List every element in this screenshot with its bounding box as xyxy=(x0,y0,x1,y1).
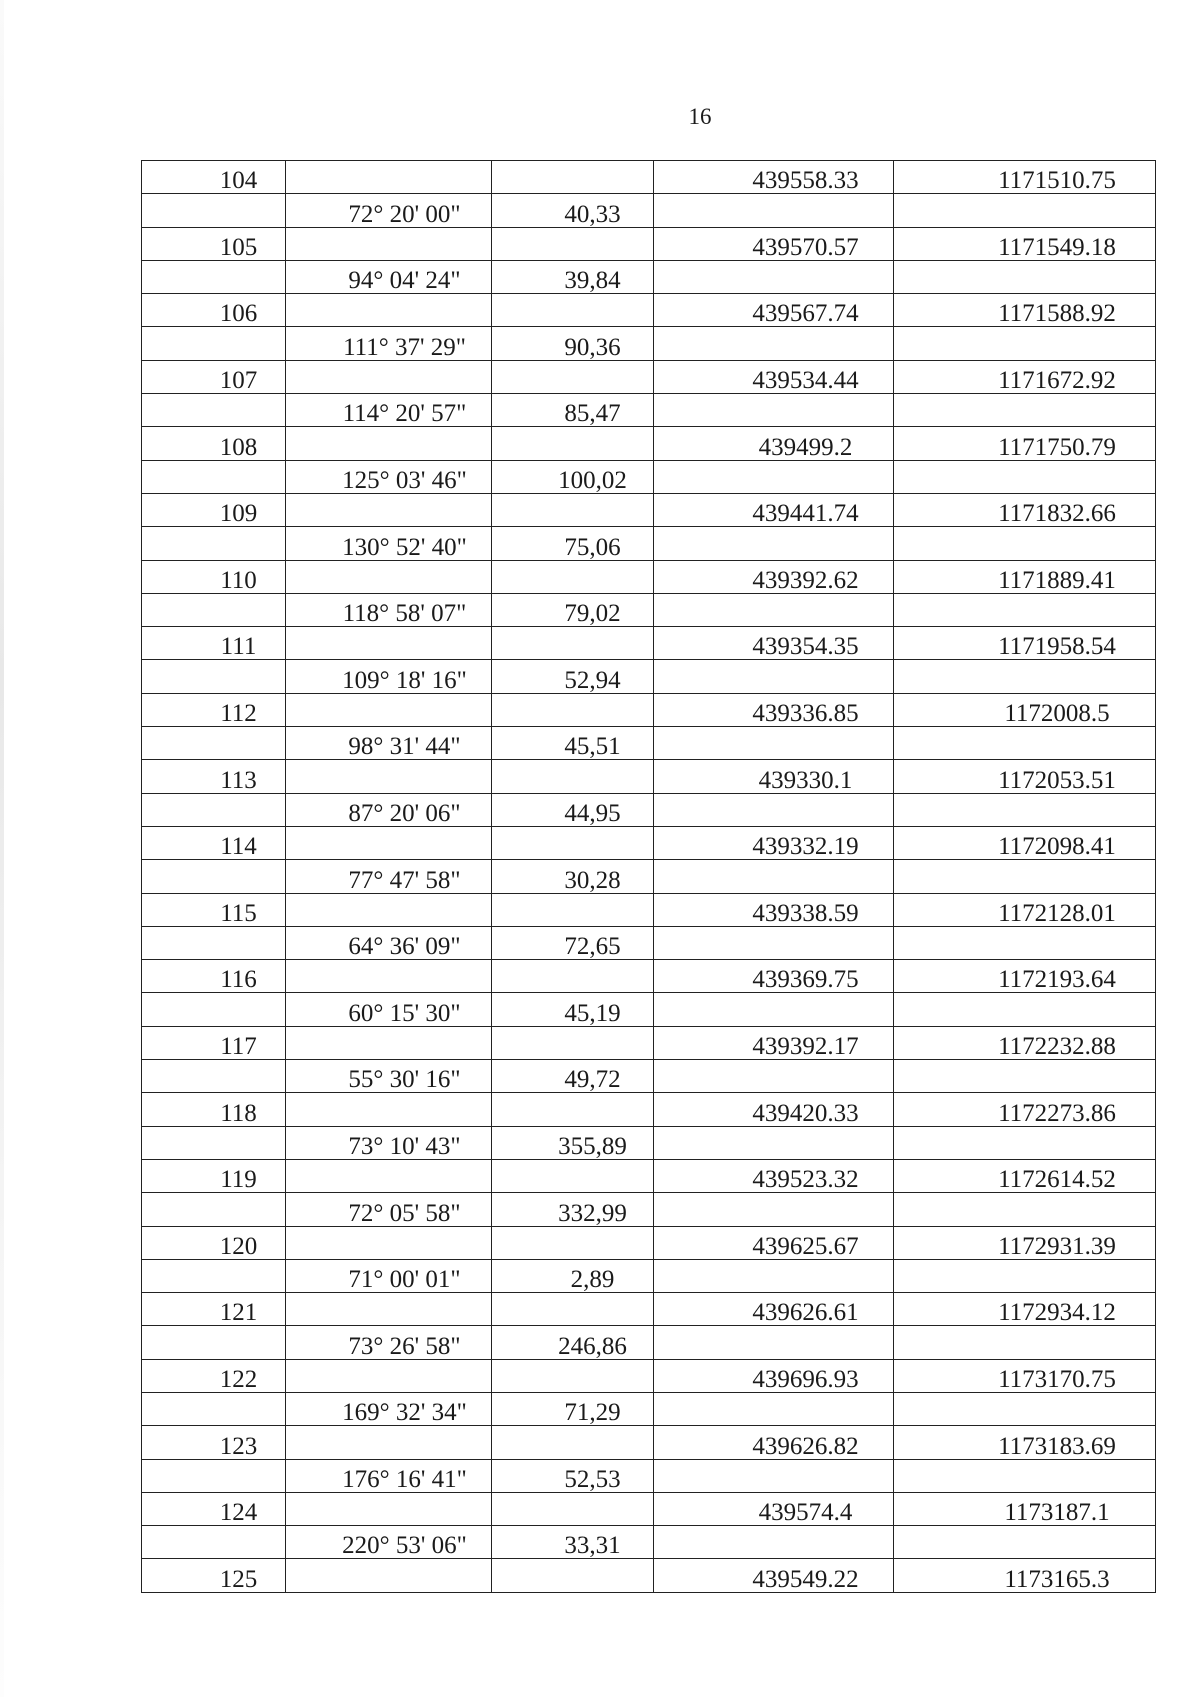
table-row-segment xyxy=(142,527,1156,560)
table-row-point xyxy=(142,1492,1156,1525)
x-coordinate-cell xyxy=(654,1126,894,1159)
y-coordinate-cell: 1172934.12 xyxy=(894,1293,1156,1326)
direction-angle-cell: 176° 16' 41" xyxy=(286,1459,492,1492)
x-coordinate-cell: 439354.35 xyxy=(654,627,894,660)
y-coordinate-cell: 1171832.66 xyxy=(894,493,1156,526)
point-number-cell: 122 xyxy=(142,1359,286,1392)
y-coordinate-cell xyxy=(894,660,1156,693)
distance-cell: 79,02 xyxy=(492,593,654,626)
direction-angle-cell xyxy=(286,1492,492,1525)
point-number-cell xyxy=(142,793,286,826)
y-coordinate-cell xyxy=(894,1193,1156,1226)
x-coordinate-cell: 439534.44 xyxy=(654,360,894,393)
point-number-cell: 120 xyxy=(142,1226,286,1259)
y-coordinate-cell xyxy=(894,1326,1156,1359)
table-row-point xyxy=(142,294,1156,327)
point-number-cell xyxy=(142,860,286,893)
point-number-cell: 113 xyxy=(142,760,286,793)
distance-cell xyxy=(492,227,654,260)
point-number-cell: 105 xyxy=(142,227,286,260)
direction-angle-cell: 77° 47' 58" xyxy=(286,860,492,893)
table-row-segment xyxy=(142,593,1156,626)
distance-cell: 30,28 xyxy=(492,860,654,893)
distance-cell: 33,31 xyxy=(492,1526,654,1559)
direction-angle-cell: 64° 36' 09" xyxy=(286,926,492,959)
table-row-segment xyxy=(142,1259,1156,1292)
direction-angle-cell: 87° 20' 06" xyxy=(286,793,492,826)
x-coordinate-cell: 439696.93 xyxy=(654,1359,894,1392)
y-coordinate-cell: 1172128.01 xyxy=(894,893,1156,926)
direction-angle-cell xyxy=(286,893,492,926)
direction-angle-cell xyxy=(286,360,492,393)
x-coordinate-cell: 439420.33 xyxy=(654,1093,894,1126)
direction-angle-cell xyxy=(286,627,492,660)
x-coordinate-cell: 439558.33 xyxy=(654,161,894,194)
distance-cell xyxy=(492,1226,654,1259)
table-row-point xyxy=(142,560,1156,593)
y-coordinate-cell: 1171672.92 xyxy=(894,360,1156,393)
direction-angle-cell: 169° 32' 34" xyxy=(286,1392,492,1425)
coordinates-table-body xyxy=(142,161,1156,1593)
y-coordinate-cell: 1171750.79 xyxy=(894,427,1156,460)
table-row-segment xyxy=(142,1326,1156,1359)
point-number-cell xyxy=(142,926,286,959)
direction-angle-cell xyxy=(286,493,492,526)
direction-angle-cell xyxy=(286,1159,492,1192)
y-coordinate-cell xyxy=(894,593,1156,626)
point-number-cell: 106 xyxy=(142,294,286,327)
direction-angle-cell: 130° 52' 40" xyxy=(286,527,492,560)
point-number-cell xyxy=(142,1526,286,1559)
x-coordinate-cell xyxy=(654,460,894,493)
table-row-segment xyxy=(142,793,1156,826)
y-coordinate-cell xyxy=(894,1060,1156,1093)
point-number-cell: 111 xyxy=(142,627,286,660)
point-number-cell xyxy=(142,1326,286,1359)
x-coordinate-cell xyxy=(654,660,894,693)
direction-angle-cell xyxy=(286,560,492,593)
point-number-cell xyxy=(142,993,286,1026)
x-coordinate-cell xyxy=(654,1459,894,1492)
table-row-point xyxy=(142,760,1156,793)
x-coordinate-cell xyxy=(654,1326,894,1359)
point-number-cell: 114 xyxy=(142,826,286,859)
y-coordinate-cell: 1172273.86 xyxy=(894,1093,1156,1126)
table-row-point xyxy=(142,1159,1156,1192)
distance-cell: 90,36 xyxy=(492,327,654,360)
table-row-segment xyxy=(142,660,1156,693)
x-coordinate-cell: 439392.17 xyxy=(654,1026,894,1059)
y-coordinate-cell xyxy=(894,327,1156,360)
table-row-point xyxy=(142,427,1156,460)
y-coordinate-cell xyxy=(894,460,1156,493)
table-row-point xyxy=(142,627,1156,660)
distance-cell: 100,02 xyxy=(492,460,654,493)
point-number-cell xyxy=(142,1259,286,1292)
distance-cell xyxy=(492,294,654,327)
table-row-point xyxy=(142,1293,1156,1326)
x-coordinate-cell xyxy=(654,1259,894,1292)
point-number-cell: 108 xyxy=(142,427,286,460)
y-coordinate-cell: 1172098.41 xyxy=(894,826,1156,859)
direction-angle-cell xyxy=(286,1426,492,1459)
point-number-cell: 121 xyxy=(142,1293,286,1326)
point-number-cell: 112 xyxy=(142,693,286,726)
x-coordinate-cell: 439625.67 xyxy=(654,1226,894,1259)
direction-angle-cell: 60° 15' 30" xyxy=(286,993,492,1026)
point-number-cell xyxy=(142,527,286,560)
y-coordinate-cell xyxy=(894,1459,1156,1492)
table-row-point xyxy=(142,1093,1156,1126)
point-number-cell xyxy=(142,1193,286,1226)
point-number-cell xyxy=(142,1392,286,1425)
y-coordinate-cell: 1173165.3 xyxy=(894,1559,1156,1592)
direction-angle-cell xyxy=(286,1359,492,1392)
x-coordinate-cell: 439626.82 xyxy=(654,1426,894,1459)
table-row-point xyxy=(142,826,1156,859)
table-row-segment xyxy=(142,860,1156,893)
distance-cell: 52,94 xyxy=(492,660,654,693)
direction-angle-cell: 71° 00' 01" xyxy=(286,1259,492,1292)
x-coordinate-cell xyxy=(654,1392,894,1425)
scan-edge-shadow xyxy=(0,0,4,1697)
table-row-segment xyxy=(142,1060,1156,1093)
x-coordinate-cell: 439523.32 xyxy=(654,1159,894,1192)
y-coordinate-cell xyxy=(894,260,1156,293)
y-coordinate-cell: 1172931.39 xyxy=(894,1226,1156,1259)
distance-cell: 75,06 xyxy=(492,527,654,560)
table-row-segment xyxy=(142,394,1156,427)
x-coordinate-cell xyxy=(654,993,894,1026)
page-number: 16 xyxy=(688,104,712,129)
table-row-segment xyxy=(142,194,1156,227)
direction-angle-cell: 73° 10' 43" xyxy=(286,1126,492,1159)
direction-angle-cell xyxy=(286,1026,492,1059)
y-coordinate-cell: 1171889.41 xyxy=(894,560,1156,593)
point-number-cell xyxy=(142,394,286,427)
distance-cell xyxy=(492,427,654,460)
distance-cell: 332,99 xyxy=(492,1193,654,1226)
distance-cell: 355,89 xyxy=(492,1126,654,1159)
y-coordinate-cell xyxy=(894,394,1156,427)
distance-cell: 45,19 xyxy=(492,993,654,1026)
distance-cell: 71,29 xyxy=(492,1392,654,1425)
y-coordinate-cell: 1171549.18 xyxy=(894,227,1156,260)
direction-angle-cell: 98° 31' 44" xyxy=(286,727,492,760)
direction-angle-cell xyxy=(286,1226,492,1259)
y-coordinate-cell: 1172053.51 xyxy=(894,760,1156,793)
distance-cell xyxy=(492,1293,654,1326)
point-number-cell xyxy=(142,660,286,693)
distance-cell xyxy=(492,893,654,926)
y-coordinate-cell xyxy=(894,527,1156,560)
distance-cell xyxy=(492,493,654,526)
x-coordinate-cell: 439570.57 xyxy=(654,227,894,260)
x-coordinate-cell: 439574.4 xyxy=(654,1492,894,1525)
table-row-point xyxy=(142,1426,1156,1459)
direction-angle-cell xyxy=(286,1559,492,1592)
distance-cell xyxy=(492,360,654,393)
distance-cell: 2,89 xyxy=(492,1259,654,1292)
x-coordinate-cell: 439626.61 xyxy=(654,1293,894,1326)
distance-cell: 45,51 xyxy=(492,727,654,760)
direction-angle-cell xyxy=(286,161,492,194)
x-coordinate-cell xyxy=(654,260,894,293)
point-number-cell xyxy=(142,460,286,493)
distance-cell xyxy=(492,1093,654,1126)
distance-cell: 39,84 xyxy=(492,260,654,293)
y-coordinate-cell xyxy=(894,1259,1156,1292)
y-coordinate-cell: 1173183.69 xyxy=(894,1426,1156,1459)
distance-cell xyxy=(492,1426,654,1459)
distance-cell xyxy=(492,826,654,859)
table-row-segment xyxy=(142,1459,1156,1492)
y-coordinate-cell: 1172193.64 xyxy=(894,960,1156,993)
direction-angle-cell xyxy=(286,1093,492,1126)
x-coordinate-cell: 439338.59 xyxy=(654,893,894,926)
y-coordinate-cell: 1171958.54 xyxy=(894,627,1156,660)
distance-cell xyxy=(492,1492,654,1525)
direction-angle-cell: 125° 03' 46" xyxy=(286,460,492,493)
direction-angle-cell: 94° 04' 24" xyxy=(286,260,492,293)
table-row-point xyxy=(142,693,1156,726)
x-coordinate-cell xyxy=(654,327,894,360)
x-coordinate-cell xyxy=(654,793,894,826)
point-number-cell: 110 xyxy=(142,560,286,593)
x-coordinate-cell: 439330.1 xyxy=(654,760,894,793)
y-coordinate-cell xyxy=(894,1526,1156,1559)
point-number-cell xyxy=(142,1459,286,1492)
y-coordinate-cell xyxy=(894,1126,1156,1159)
x-coordinate-cell: 439441.74 xyxy=(654,493,894,526)
x-coordinate-cell xyxy=(654,926,894,959)
x-coordinate-cell: 439332.19 xyxy=(654,826,894,859)
point-number-cell: 125 xyxy=(142,1559,286,1592)
x-coordinate-cell: 439499.2 xyxy=(654,427,894,460)
x-coordinate-cell xyxy=(654,394,894,427)
y-coordinate-cell xyxy=(894,194,1156,227)
y-coordinate-cell xyxy=(894,1392,1156,1425)
distance-cell: 246,86 xyxy=(492,1326,654,1359)
direction-angle-cell xyxy=(286,1293,492,1326)
distance-cell: 40,33 xyxy=(492,194,654,227)
x-coordinate-cell xyxy=(654,1193,894,1226)
distance-cell xyxy=(492,1359,654,1392)
direction-angle-cell: 109° 18' 16" xyxy=(286,660,492,693)
table-row-segment xyxy=(142,460,1156,493)
table-row-segment xyxy=(142,327,1156,360)
y-coordinate-cell: 1173187.1 xyxy=(894,1492,1156,1525)
table-row-point xyxy=(142,960,1156,993)
distance-cell xyxy=(492,1026,654,1059)
coordinates-table xyxy=(141,160,1156,1593)
direction-angle-cell xyxy=(286,227,492,260)
y-coordinate-cell xyxy=(894,727,1156,760)
point-number-cell: 116 xyxy=(142,960,286,993)
distance-cell xyxy=(492,1159,654,1192)
y-coordinate-cell: 1172008.5 xyxy=(894,693,1156,726)
table-row-segment xyxy=(142,1526,1156,1559)
point-number-cell xyxy=(142,727,286,760)
table-row-point xyxy=(142,1226,1156,1259)
x-coordinate-cell: 439369.75 xyxy=(654,960,894,993)
distance-cell xyxy=(492,1559,654,1592)
table-row-segment xyxy=(142,260,1156,293)
distance-cell xyxy=(492,693,654,726)
distance-cell xyxy=(492,161,654,194)
direction-angle-cell xyxy=(286,693,492,726)
table-row-segment xyxy=(142,1126,1156,1159)
table-row-segment xyxy=(142,993,1156,1026)
x-coordinate-cell xyxy=(654,593,894,626)
direction-angle-cell xyxy=(286,427,492,460)
x-coordinate-cell xyxy=(654,1060,894,1093)
direction-angle-cell: 118° 58' 07" xyxy=(286,593,492,626)
table-row-segment xyxy=(142,926,1156,959)
distance-cell: 85,47 xyxy=(492,394,654,427)
point-number-cell: 124 xyxy=(142,1492,286,1525)
point-number-cell xyxy=(142,1126,286,1159)
direction-angle-cell: 72° 20' 00" xyxy=(286,194,492,227)
direction-angle-cell: 72° 05' 58" xyxy=(286,1193,492,1226)
point-number-cell xyxy=(142,260,286,293)
table-row-point xyxy=(142,1359,1156,1392)
y-coordinate-cell: 1173170.75 xyxy=(894,1359,1156,1392)
y-coordinate-cell xyxy=(894,993,1156,1026)
distance-cell: 49,72 xyxy=(492,1060,654,1093)
point-number-cell: 104 xyxy=(142,161,286,194)
point-number-cell xyxy=(142,194,286,227)
point-number-cell: 123 xyxy=(142,1426,286,1459)
table-row-point xyxy=(142,360,1156,393)
y-coordinate-cell: 1172614.52 xyxy=(894,1159,1156,1192)
y-coordinate-cell xyxy=(894,860,1156,893)
table-row-point xyxy=(142,1026,1156,1059)
y-coordinate-cell: 1171588.92 xyxy=(894,294,1156,327)
direction-angle-cell xyxy=(286,294,492,327)
distance-cell xyxy=(492,960,654,993)
distance-cell xyxy=(492,627,654,660)
point-number-cell xyxy=(142,327,286,360)
y-coordinate-cell xyxy=(894,926,1156,959)
distance-cell: 72,65 xyxy=(492,926,654,959)
x-coordinate-cell: 439549.22 xyxy=(654,1559,894,1592)
table-row-point xyxy=(142,493,1156,526)
x-coordinate-cell xyxy=(654,1526,894,1559)
distance-cell xyxy=(492,560,654,593)
point-number-cell: 109 xyxy=(142,493,286,526)
direction-angle-cell xyxy=(286,826,492,859)
table-row-point xyxy=(142,893,1156,926)
point-number-cell: 117 xyxy=(142,1026,286,1059)
table-row-segment xyxy=(142,1392,1156,1425)
point-number-cell xyxy=(142,593,286,626)
point-number-cell: 115 xyxy=(142,893,286,926)
point-number-cell: 118 xyxy=(142,1093,286,1126)
x-coordinate-cell: 439567.74 xyxy=(654,294,894,327)
direction-angle-cell xyxy=(286,760,492,793)
direction-angle-cell: 73° 26' 58" xyxy=(286,1326,492,1359)
distance-cell: 52,53 xyxy=(492,1459,654,1492)
x-coordinate-cell xyxy=(654,727,894,760)
direction-angle-cell: 55° 30' 16" xyxy=(286,1060,492,1093)
distance-cell xyxy=(492,760,654,793)
point-number-cell: 119 xyxy=(142,1159,286,1192)
x-coordinate-cell xyxy=(654,860,894,893)
table-row-segment xyxy=(142,727,1156,760)
point-number-cell: 107 xyxy=(142,360,286,393)
table-row-point xyxy=(142,227,1156,260)
table-row-segment xyxy=(142,1193,1156,1226)
point-number-cell xyxy=(142,1060,286,1093)
table-row-point xyxy=(142,161,1156,194)
direction-angle-cell: 114° 20' 57" xyxy=(286,394,492,427)
y-coordinate-cell: 1171510.75 xyxy=(894,161,1156,194)
x-coordinate-cell xyxy=(654,527,894,560)
x-coordinate-cell: 439392.62 xyxy=(654,560,894,593)
direction-angle-cell: 220° 53' 06" xyxy=(286,1526,492,1559)
distance-cell: 44,95 xyxy=(492,793,654,826)
x-coordinate-cell: 439336.85 xyxy=(654,693,894,726)
y-coordinate-cell xyxy=(894,793,1156,826)
y-coordinate-cell: 1172232.88 xyxy=(894,1026,1156,1059)
direction-angle-cell xyxy=(286,960,492,993)
direction-angle-cell: 111° 37' 29" xyxy=(286,327,492,360)
table-row-point xyxy=(142,1559,1156,1592)
x-coordinate-cell xyxy=(654,194,894,227)
